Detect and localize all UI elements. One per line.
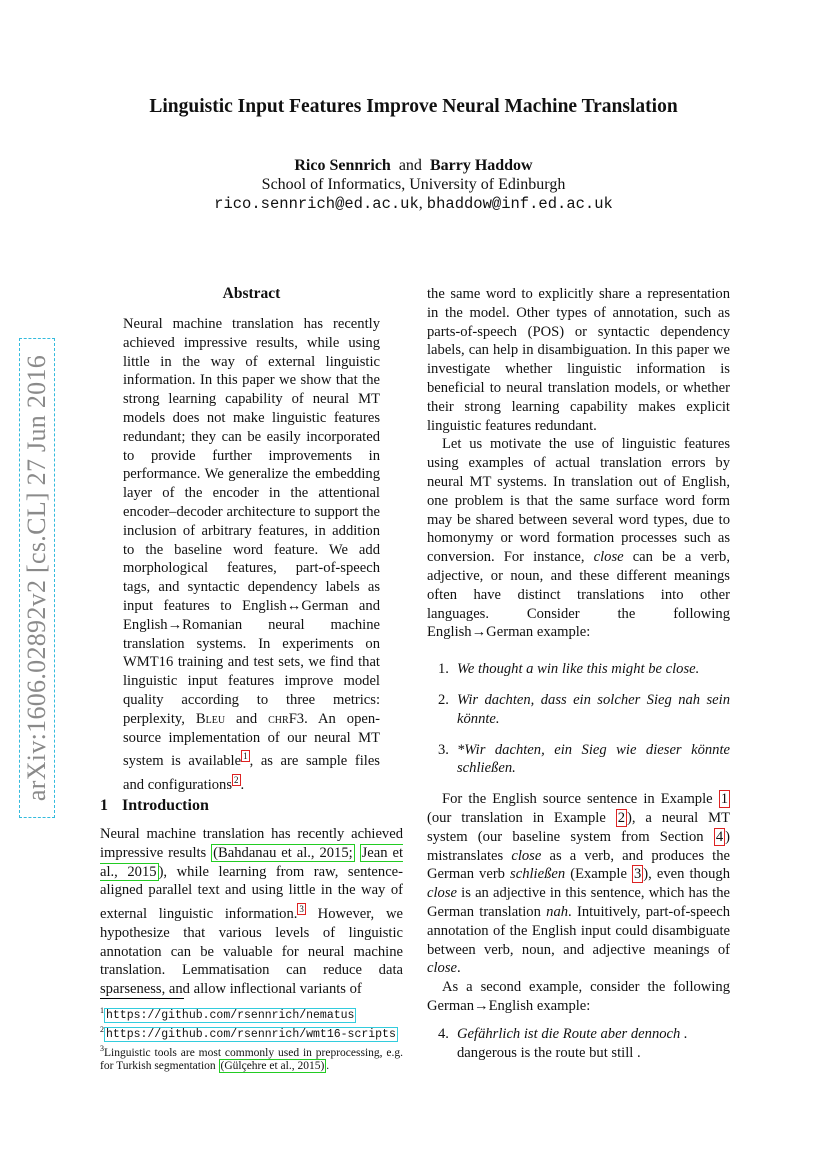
example-2-text: Wir dachten, dass ein solcher Sieg nah sein könnte.: [457, 691, 730, 727]
footnote-2-link[interactable]: https://github.com/rsennrich/wmt16-scripts: [106, 1027, 396, 1041]
p3-close2: close: [427, 885, 457, 902]
abstract-text-b: An open-source implementation of our neural MT system is available: [123, 710, 380, 770]
right-paragraph-3: [427, 790, 730, 978]
p2-text: Let us motivate the use of linguistic features using examples of actual translation errors by neural MT systems. In translation out of English, one problem is that the same surface word form may be shared between several word types, due to homonymy or word formation processes such as conversion. For instance,: [427, 436, 730, 566]
intro-text-c: However, we hypothesize that various levels of linguistic annotation can be valuable for neural machine translation. Lemmatisation can reduce data sparseness, and allow inflectional variants of: [100, 906, 403, 998]
section-ref-4[interactable]: 4: [715, 828, 724, 845]
p3-d: ) mistranslates: [427, 828, 730, 864]
example-3: [427, 741, 730, 779]
example-3-number: 3.: [438, 741, 449, 758]
abstract-body: [123, 315, 380, 795]
chrf-metric: chr: [268, 710, 289, 727]
p3-b: (our translation in Example: [427, 809, 616, 826]
right-paragraph-4: As a second example, consider the following German→English example:: [427, 979, 730, 1014]
author-and: and: [398, 157, 422, 174]
example-1-text: We thought a win like this might be close.: [457, 661, 700, 678]
bleu-metric: Bleu: [195, 710, 226, 727]
author-2: Barry Haddow: [429, 157, 533, 174]
footnote-1-number: 1: [100, 1006, 104, 1015]
p3-c: ), a neural MT system (our baseline system from Section: [427, 809, 730, 845]
p3-close1: close: [511, 847, 542, 864]
right-paragraph-1: the same word to explicitly share a representation in the model. Other types of annotation, such as parts-of-speech (POS) or syntactic dependency labels, can help in disambiguation. In this paper we investigate whether linguistic information is beneficial to neural translation models, or whether their strong learning capability makes explicit linguistic features redundant.: [427, 286, 730, 434]
chrf-suffix: F3.: [288, 710, 308, 727]
footnote-ref-1[interactable]: 1: [243, 751, 248, 762]
example-4: [427, 1025, 730, 1063]
abstract-and: and: [225, 710, 269, 727]
p3-close3: close: [427, 960, 457, 977]
p3-f: (Example: [565, 866, 632, 883]
abstract-text-d: .: [240, 776, 245, 793]
citation-jean[interactable]: Jean et al., 2015: [100, 844, 403, 880]
example-4-german: Gefährlich ist die Route aber dennoch .: [457, 1026, 688, 1042]
example-list: [427, 660, 730, 778]
p3-a: For the English source sentence in Example: [442, 791, 719, 808]
email-2[interactable]: bhaddow@inf.ed.ac.uk: [426, 195, 613, 213]
affiliation: School of Informatics, University of Edinburgh: [261, 176, 566, 193]
p3-schliessen: schließen: [510, 866, 566, 883]
section-heading: [100, 797, 209, 815]
paper-title: Linguistic Input Features Improve Neural Machine Translation: [149, 96, 678, 117]
p3-e: as a verb, and produces the German verb: [427, 847, 730, 883]
arxiv-stamp: arXiv:1606.02892v2 [cs.CL] 27 Jun 2016: [22, 354, 51, 802]
abstract-text: Neural machine translation has recently achieved impressive results, while using little in the way of external linguistic information. In this paper we show that the strong learning capability of neural MT models does not make linguistic features redundant; they can be easily incorporated to provide further improvements in performance. We generalize the embedding layer of the encoder in the attentional encoder–decoder architecture to support the inclusion of arbitrary features, in addition to the baseline word feature. We add morphological features, part-of-speech tags, and syntactic dependency labels as input features to English↔German and English→Romanian neural machine translation systems. In experiments on WMT16 training and test sets, we find that linguistic input features improve model quality according to three metrics: perplexity,: [123, 316, 380, 727]
example-4-english: dangerous is the route but still .: [457, 1044, 641, 1061]
citation-bahdanau[interactable]: (Bahdanau et al., 2015;: [213, 844, 353, 861]
p2-close: close: [593, 549, 624, 566]
author-block: Rico Sennrich and Barry Haddow School of Informatics, University of Edinburgh rico.sennrich@ed.ac.uk, bhaddow@inf.ed.ac.uk: [0, 156, 827, 214]
p3-g: ), even though: [643, 866, 730, 883]
p2-text-b: can be a verb, adjective, or noun, and these different meanings often have distinct translations into other languages. Consider the following English→German example:: [427, 549, 730, 641]
intro-text-b: ), while learning from raw, sentence-aligned parallel text and using little in the way of external linguistic information.: [100, 863, 404, 923]
footnote-1-link[interactable]: https://github.com/rsennrich/nematus: [106, 1008, 355, 1022]
author-1: Rico Sennrich: [294, 157, 391, 174]
footnote-divider: [100, 998, 184, 999]
citation-gulcehre[interactable]: (Gülçehre et al., 2015): [220, 1060, 325, 1073]
footnote-ref-2[interactable]: 2: [234, 774, 239, 785]
example-1: [427, 660, 730, 679]
p3-i: . Intuitively, part-of-speech annotation of the English input could disambiguate between verb, noun, and adjective meanings of: [427, 903, 731, 958]
right-paragraph-2: [427, 435, 730, 642]
footnotes: [100, 1004, 403, 1073]
example-1-number: 1.: [438, 661, 449, 678]
email-1[interactable]: rico.sennrich@ed.ac.uk: [214, 195, 419, 213]
example-3-text: *Wir dachten, ein Sieg wie dieser könnte schließen.: [457, 741, 730, 777]
example-ref-2[interactable]: 2: [617, 809, 625, 826]
example-2-number: 2.: [438, 691, 449, 708]
abstract-heading: Abstract: [222, 285, 281, 302]
p3-nah: nah: [546, 903, 569, 920]
abstract-text-c: , as are sample files and configurations: [123, 753, 380, 793]
section-title: Introduction: [122, 797, 209, 814]
footnote-2-number: 2: [100, 1024, 104, 1034]
intro-text: Neural machine translation has recently achieved impressive results: [100, 826, 403, 861]
p3-h: is an adjective in this sentence, which has the German translation: [427, 885, 730, 920]
intro-paragraph: [100, 825, 403, 999]
footnote-3-number: 3: [100, 1043, 104, 1053]
section-number: 1: [100, 797, 108, 814]
example-ref-3[interactable]: 3: [634, 866, 642, 883]
right-column: [427, 285, 730, 1016]
footnote-3-end: .: [326, 1060, 330, 1073]
example-4-number: 4.: [438, 1026, 449, 1042]
example-ref-1[interactable]: 1: [720, 791, 728, 808]
footnote-3-text: Linguistic tools are most commonly used in preprocessing, e.g. for Turkish segmentation: [100, 1046, 403, 1073]
example-2: [427, 691, 730, 729]
arxiv-stamp-link[interactable]: [19, 338, 55, 818]
footnote-ref-3[interactable]: 3: [299, 904, 304, 915]
p3-j: .: [457, 960, 461, 977]
